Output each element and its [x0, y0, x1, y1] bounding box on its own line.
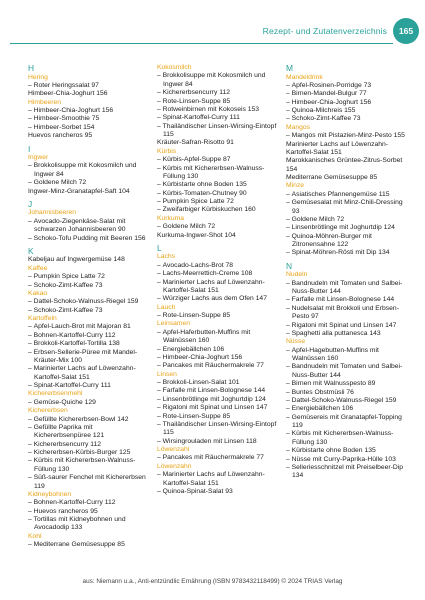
recipe-entry: Marinierter Lachs auf Löwenzahn-Kartoffel-Salat 151 [286, 140, 389, 156]
page-header [0, 0, 425, 44]
recipe-entry: – Rote-Linsen-Suppe 85 [157, 312, 279, 320]
recipe-entry: – Birnen-Mandel-Bulgur 77 [286, 90, 408, 98]
recipe-entry: – Pancakes mit Räuchermakrele 77 [157, 454, 279, 462]
index-letter-heading: H [28, 64, 35, 73]
recipe-entry: – Marinierter Lachs auf Löwenzahn-Kartoffel-Salat 151 [157, 471, 279, 488]
recipe-entry: – Farfalle mit Linsen-Bolognese 144 [286, 296, 408, 304]
recipe-entry: – Mangos mit Pistazien-Minz-Pesto 155 [286, 132, 408, 140]
recipe-entry: – Schoko-Zimt-Kaffee 73 [286, 115, 408, 123]
header-divider [10, 43, 393, 44]
recipe-entry: – Spaghetti alla puttanesca 143 [286, 330, 408, 338]
ingredient-heading: Kidneybohnen [28, 490, 72, 498]
recipe-entry: – Linsenbrötlinge mit Joghurtdip 124 [286, 224, 408, 232]
index-columns [28, 64, 408, 574]
recipe-entry: – Farfalle mit Linsen-Bolognese 144 [157, 387, 279, 395]
ingredient-heading: Kürbis [157, 147, 177, 155]
recipe-entry: – Goldene Milch 72 [157, 223, 279, 231]
page-number-badge: 165 [393, 18, 419, 44]
index-letter-heading: I [28, 143, 31, 154]
recipe-entry: – Kürbis mit Kichererbsen-Walnuss-Füllung 130 [157, 165, 279, 182]
ingredient-heading: Kakao [28, 289, 48, 297]
index-column-3 [286, 64, 408, 574]
recipe-entry: – Kichererbsencurry 112 [28, 441, 150, 449]
recipe-entry: – Pancakes mit Räuchermakrele 77 [157, 362, 279, 370]
recipe-entry: – Nudelsalat mit Brokkoli und Erbsen-Pesto 97 [286, 305, 408, 322]
recipe-entry: – Quinoa-Milchreis 155 [286, 107, 408, 115]
recipe-entry: – Gemüsereis mit Granatapfel-Topping 119 [286, 414, 408, 431]
index-letter-heading: J [28, 198, 33, 209]
recipe-entry: – Schoko-Zimt-Kaffee 73 [28, 282, 150, 290]
recipe-entry: – Zweifarbiger Kürbiskuchen 160 [157, 206, 279, 214]
recipe-entry: – Kürbis mit Kichererbsen-Walnuss-Füllung 130 [286, 430, 408, 447]
recipe-entry: – Spinat-Kartoffel-Curry 111 [28, 382, 150, 390]
ingredient-heading: Linsen [157, 370, 177, 378]
recipe-entry: – Dattel-Schoko-Walnuss-Riegel 159 [286, 397, 408, 405]
recipe-entry: – Pumpkin Spice Latte 72 [157, 198, 279, 206]
recipe-entry: – Apfel-Haferbutten-Muffins mit Walnüssen 160 [157, 329, 279, 346]
recipe-entry: – Nüsse mit Curry-Paprika-Hülle 103 [286, 456, 408, 464]
ingredient-heading: Kohl [28, 532, 42, 540]
index-letter-heading: K [28, 245, 34, 256]
ingredient-heading: Johannisbeeren [28, 209, 77, 217]
recipe-entry: – Schoko-Zimt-Kaffee 73 [28, 307, 150, 315]
ingredient-heading: Mangos [286, 123, 311, 131]
recipe-entry: Mediterrane Gemüsesuppe 85 [286, 174, 378, 181]
recipe-entry: – Kürbistarte ohne Boden 135 [286, 447, 408, 455]
ingredient-heading: Kokosmilch [157, 64, 192, 71]
recipe-entry: – Brokkolisuppe mit Kokosmilch und Ingwer 84 [28, 162, 150, 179]
recipe-entry: – Thailändischer Linsen-Wirsing-Eintopf 115 [157, 123, 279, 140]
recipe-entry: Kräuter-Safran-Risotto 91 [157, 139, 234, 147]
recipe-entry: – Brokkoli-Kartoffel-Tortilla 138 [28, 340, 150, 348]
ingredient-heading: Lachs [157, 253, 176, 261]
recipe-entry: – Himbeer-Chia-Joghurt 156 [157, 354, 279, 362]
recipe-entry: – Dattel-Schoko-Walnuss-Riegel 159 [28, 298, 150, 306]
recipe-entry: – Birnen mit Walnusspesto 89 [286, 380, 408, 388]
recipe-entry: – Energiebällchen 106 [157, 346, 279, 354]
recipe-entry: – Goldene Milch 72 [286, 216, 408, 224]
recipe-entry: Kurkuma-Ingwer-Shot 104 [157, 231, 236, 239]
recipe-entry: – Marinierter Lachs auf Löwenzahn-Kartoffel-Salat 151 [28, 365, 150, 382]
recipe-entry: – Spinat-Möhren-Rösti mit Dip 134 [286, 249, 408, 257]
ingredient-heading: Lauch [157, 303, 176, 311]
index-column-1 [28, 64, 150, 574]
recipe-entry: – Kürbis-Tomaten-Chutney 90 [157, 190, 279, 198]
recipe-entry: – Marinierter Lachs auf Löwenzahn-Kartoffel-Salat 151 [157, 279, 279, 296]
recipe-entry: – Wirsingrouladen mit Linsen 118 [157, 438, 279, 446]
ingredient-heading: Kichererbsenmehl [28, 390, 83, 398]
ingredient-heading: Nudeln [286, 271, 308, 279]
recipe-entry: – Gemüsesalat mit Minz-Chili-Dressing 93 [286, 199, 408, 216]
index-letter-heading: M [286, 64, 293, 73]
index-column-2 [157, 64, 279, 574]
ingredient-heading: Nüsse [286, 338, 306, 346]
ingredient-heading: Löwenzahl [157, 446, 190, 453]
recipe-entry: – Rote-Linsen-Suppe 85 [157, 98, 279, 106]
recipe-entry: Huevos rancheros 95 [28, 132, 93, 140]
recipe-entry: – Apfel-Lauch-Brot mit Majoran 81 [28, 323, 150, 331]
recipe-entry: – Lachs-Meerrettich-Creme 108 [157, 270, 279, 278]
recipe-entry: – Brokkolisuppe mit Kokosmilch und Ingwer 84 [157, 72, 279, 89]
recipe-entry: – Rotweinbirnen mit Kokoseis 153 [157, 106, 279, 114]
recipe-entry: – Erbsen-Sellerie-Püree mit Mandel-Kräuter-Mix 100 [28, 349, 150, 366]
recipe-entry: – Avocado-Lachs-Brot 78 [157, 262, 279, 270]
ingredient-heading: Hering [28, 73, 48, 81]
recipe-entry: – Selleriesschnitzel mit Preiselbeer-Dip 134 [286, 464, 408, 481]
recipe-entry: – Gefüllte Paprika mit Kichererbsenpüree 121 [28, 424, 150, 441]
recipe-entry: – Huevos rancheros 95 [28, 508, 150, 516]
recipe-entry: – Himbeer-Chia-Joghurt 156 [286, 99, 408, 107]
copyright-footer: aus: Niemann u.a., Anti-entzündlic Ernährung (ISBN 9783432118499) © 2024 TRIAS Verlag [82, 578, 343, 585]
recipe-entry: – Quinoa-Möhren-Burger mit Zitronensahne 122 [286, 233, 408, 250]
recipe-entry: – Energiebällchen 106 [286, 405, 408, 413]
recipe-entry: – Kichererbsencurry 112 [157, 89, 279, 97]
recipe-entry: – Goldene Milch 72 [28, 179, 150, 187]
recipe-entry: Himbeer-Chia-Joghurt 156 [28, 90, 108, 98]
ingredient-heading: Löwenzahn [157, 462, 192, 470]
recipe-entry: – Asiatisches Pfannengemüse 115 [286, 191, 408, 199]
recipe-entry: – Rigatoni mit Spinat und Linsen 147 [157, 404, 279, 412]
recipe-entry: – Tortillas mit Kidneybohnen und Avocadodip 133 [28, 516, 150, 533]
recipe-entry: – Bandnudeln mit Tomaten und Salbei-Nuss-Butter 144 [286, 280, 408, 297]
recipe-entry: – Bandnudeln mit Tomaten und Salbei-Nuss-Butter 144 [286, 363, 408, 380]
recipe-entry: Ingwer-Minz-Granatapfel-Saft 104 [28, 187, 130, 195]
recipe-entry: Kabeljau auf Ingwergemüse 148 [28, 256, 125, 264]
ingredient-heading: Minze [286, 182, 305, 190]
recipe-entry: – Gefüllte Kichererbsen-Bowl 142 [28, 416, 150, 424]
ingredient-heading: Leinsamen [157, 320, 191, 328]
ingredient-heading: Kartoffeln [28, 315, 57, 322]
recipe-entry: Marokkanisches Grüntee-Zitrus-Sorbet 154 [286, 157, 403, 173]
recipe-entry: – Thailändischer Linsen-Wirsing-Eintopf 115 [157, 421, 279, 438]
recipe-entry: – Würziger Lachs aus dem Ofen 147 [157, 295, 279, 303]
recipe-entry: – Gemüse-Quiche 129 [28, 399, 150, 407]
recipe-entry: – Roter Heringssalat 97 [28, 82, 150, 90]
recipe-entry: – Brokkoli-Linsen-Salat 101 [157, 379, 279, 387]
recipe-entry: – Kichererbsen-Kürbis-Burger 125 [28, 449, 150, 457]
recipe-entry: – Spinat-Kartoffel-Curry 111 [157, 114, 279, 122]
ingredient-heading: Kurkuma [157, 214, 185, 222]
recipe-entry: – Bohnen-Kartoffel-Curry 112 [28, 332, 150, 340]
recipe-entry: – Schoko-Tofu Pudding mit Beeren 156 [28, 235, 150, 243]
ingredient-heading: Himbeeren [28, 98, 62, 106]
index-letter-heading: N [286, 260, 293, 271]
ingredient-heading: Kichererbsen [28, 407, 68, 415]
recipe-entry: – Quinoa-Spinat-Salat 93 [157, 488, 279, 496]
recipe-entry: – Kürbis mit Kichererbsen-Walnuss-Füllung 130 [28, 457, 150, 474]
recipe-entry: – Apfel-Hagebutten-Muffins mit Walnüssen 160 [286, 347, 408, 364]
recipe-entry: – Süß-saurer Fenchel mit Kichererbsen 119 [28, 474, 150, 491]
recipe-entry: – Kürbistarte ohne Boden 135 [157, 181, 279, 189]
recipe-entry: – Linsenbrötlinge mit Joghurtdip 124 [157, 396, 279, 404]
recipe-entry: – Rote-Linsen-Suppe 85 [157, 413, 279, 421]
recipe-entry: – Himbeer-Sorbet 154 [28, 124, 150, 132]
recipe-entry: – Rigatoni mit Spinat und Linsen 147 [286, 322, 408, 330]
section-title: Rezept- und Zutatenverzeichnis [262, 26, 387, 36]
recipe-entry: – Kürbis-Apfel-Suppe 87 [157, 156, 279, 164]
recipe-entry: – Pumpkin Spice Latte 72 [28, 273, 150, 281]
ingredient-heading: Ingwer [28, 154, 49, 161]
recipe-entry: – Buntes Obstmüsli 76 [286, 389, 408, 397]
ingredient-heading: Kaffee [28, 264, 48, 272]
recipe-entry: – Bohnen-Kartoffel-Curry 112 [28, 499, 150, 507]
ingredient-heading: Mandeldrink [286, 73, 323, 81]
recipe-entry: – Mediterrane Gemüsesuppe 85 [28, 541, 150, 549]
recipe-entry: – Himbeer-Chia-Joghurt 156 [28, 107, 150, 115]
recipe-entry: – Apfel-Rosinen-Porridge 73 [286, 82, 408, 90]
index-letter-heading: L [157, 242, 162, 253]
recipe-entry: – Avocado-Ziegenkäse-Salat mit schwarzen Johannisbeeren 90 [28, 218, 150, 235]
recipe-entry: – Himbeer-Smoothie 75 [28, 115, 150, 123]
